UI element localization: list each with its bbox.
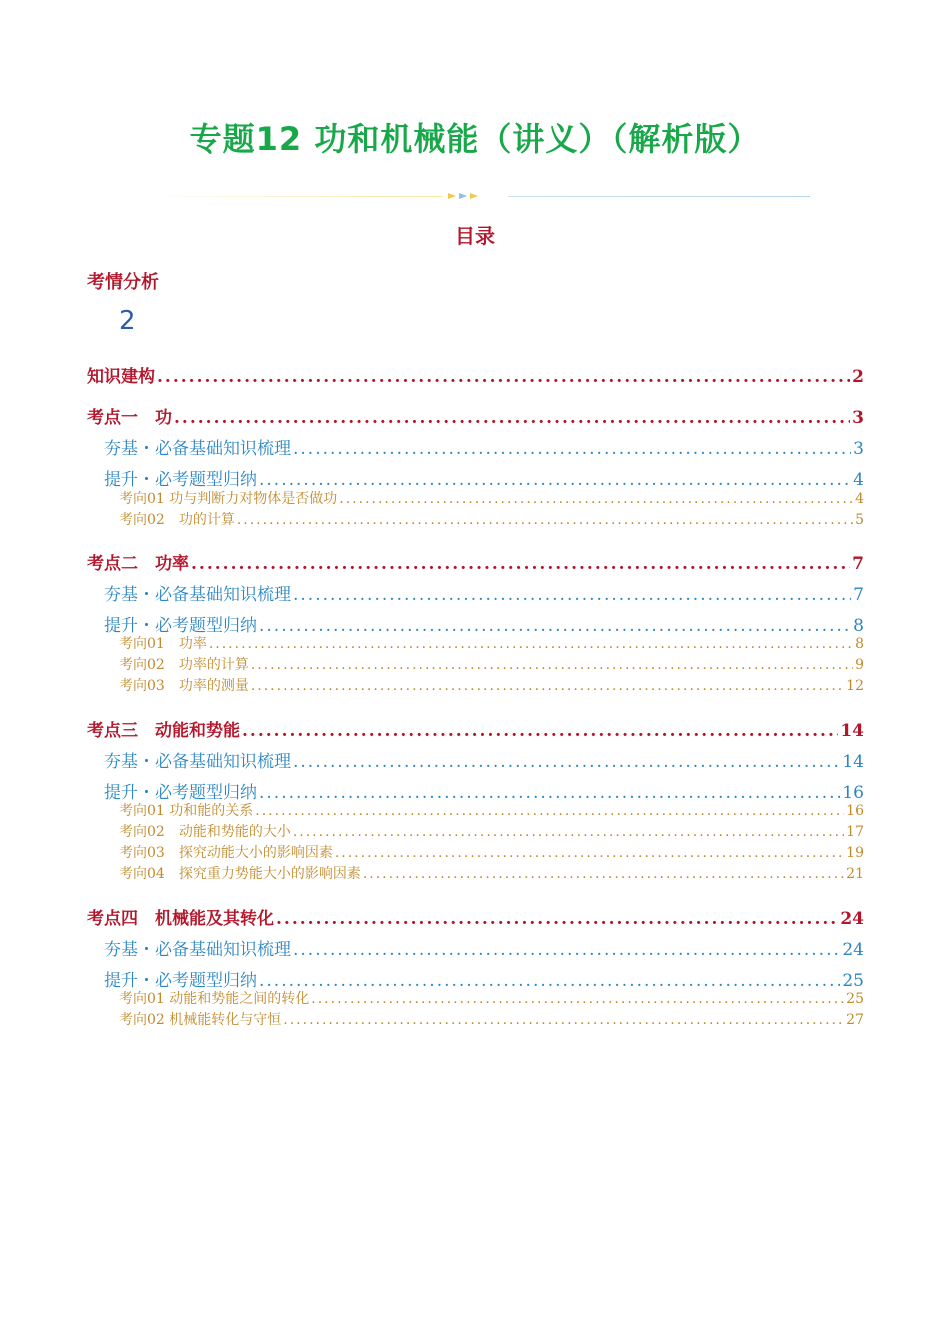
toc-entry-label: 提升・必考题型归纳 <box>104 616 257 636</box>
toc-entry[interactable] <box>119 821 864 841</box>
toc-entry[interactable] <box>87 716 864 741</box>
toc-leader-dots <box>293 752 840 772</box>
toc-leader-dots <box>191 554 850 574</box>
toc-entry-page: 16 <box>842 783 864 803</box>
toc-entry-label: 提升・必考题型归纳 <box>104 783 257 803</box>
toc-entry-page: 14 <box>842 752 864 772</box>
toc-entry-label: 知识建构 <box>87 367 155 387</box>
toc-entry-label: 考向01 功和能的关系 <box>119 803 254 819</box>
toc-entry[interactable] <box>119 842 864 862</box>
toc-entry-label: 考向02 功的计算 <box>119 512 235 528</box>
toc-entry[interactable] <box>119 654 864 674</box>
toc-entry-page: 24 <box>840 909 864 929</box>
toc-leader-dots <box>255 803 844 819</box>
toc-entry-label: 考向01 功与判断力对物体是否做功 <box>119 491 338 507</box>
toc-leader-dots <box>293 439 851 459</box>
toc-leader-dots <box>283 1012 844 1028</box>
toc-entry-label: 夯基・必备基础知识梳理 <box>104 439 291 459</box>
toc-leader-dots <box>237 512 853 528</box>
toc-leader-dots <box>293 824 844 840</box>
toc-leader-dots <box>311 991 844 1007</box>
toc-entry-page: 12 <box>846 678 864 694</box>
toc-entry-label: 考向03 探究动能大小的影响因素 <box>119 845 333 861</box>
toc-leader-dots <box>293 940 840 960</box>
toc-entry-label: 考点二 功率 <box>87 554 189 574</box>
toc-entry[interactable] <box>87 549 864 574</box>
toc-entry-kaoqing[interactable]: 考情分析 <box>87 272 159 293</box>
toc-leader-dots <box>293 585 851 605</box>
toc-leader-dots <box>259 470 851 490</box>
toc-entry[interactable] <box>119 863 864 883</box>
toc-entry-page: 4 <box>853 470 864 490</box>
toc-entry-page: 3 <box>852 408 864 428</box>
toc-entry-label: 考点三 动能和势能 <box>87 721 240 741</box>
toc-leader-dots <box>335 845 844 861</box>
toc-entry-page: 7 <box>852 554 864 574</box>
page-title: 专题12 功和机械能（讲义）（解析版） <box>189 120 761 158</box>
toc-entry-page: 24 <box>842 940 864 960</box>
toc-entry[interactable] <box>104 580 864 605</box>
toc-entry-label: 提升・必考题型归纳 <box>104 971 257 991</box>
toc-entry[interactable] <box>119 488 864 508</box>
toc-entry-kaoqing-page: 2 <box>119 306 136 336</box>
toc-entry-page: 25 <box>846 991 864 1007</box>
toc-entry-page: 19 <box>846 845 864 861</box>
toc-entry-label: 考点四 机械能及其转化 <box>87 909 274 929</box>
toc-entry[interactable] <box>87 362 864 387</box>
toc-entry-page: 5 <box>855 512 864 528</box>
toc-entry[interactable] <box>104 465 864 490</box>
toc-leader-dots <box>157 367 850 387</box>
toc-leader-dots <box>339 491 853 507</box>
toc-entry-page: 17 <box>846 824 864 840</box>
toc-leader-dots <box>209 636 853 652</box>
toc-entry[interactable] <box>119 1009 864 1029</box>
toc-entry-page: 14 <box>840 721 864 741</box>
toc-heading: 目录 <box>455 224 495 248</box>
toc-entry-label: 考向02 动能和势能的大小 <box>119 824 291 840</box>
toc-entry-label: 考向01 动能和势能之间的转化 <box>119 991 310 1007</box>
toc-entry-page: 7 <box>853 585 864 605</box>
toc-leader-dots <box>251 657 853 673</box>
toc-entry-label: 考向04 探究重力势能大小的影响因素 <box>119 866 361 882</box>
toc-entry-page: 21 <box>846 866 864 882</box>
toc-entry[interactable] <box>104 747 864 772</box>
toc-entry[interactable] <box>87 403 864 428</box>
toc-leader-dots <box>251 678 844 694</box>
toc-leader-dots <box>363 866 844 882</box>
title-divider-left <box>138 196 443 197</box>
toc-entry-label: 考向02 功率的计算 <box>119 657 249 673</box>
toc-entry-label: 夯基・必备基础知识梳理 <box>104 940 291 960</box>
toc-entry-page: 8 <box>853 616 864 636</box>
toc-entry-page: 8 <box>855 636 864 652</box>
toc-entry-label: 夯基・必备基础知识梳理 <box>104 585 291 605</box>
toc-entry-page: 27 <box>846 1012 864 1028</box>
toc-entry-label: 考向01 功率 <box>119 636 207 652</box>
toc-leader-dots <box>174 408 850 428</box>
toc-entry[interactable] <box>104 935 864 960</box>
toc-entry-page: 16 <box>846 803 864 819</box>
toc-entry-label: 考向03 功率的测量 <box>119 678 249 694</box>
title-divider-right <box>508 196 810 197</box>
divider-arrows-icon <box>446 188 506 204</box>
toc-entry-label: 提升・必考题型归纳 <box>104 470 257 490</box>
toc-entry[interactable] <box>119 800 864 820</box>
toc-entry-page: 2 <box>852 367 864 387</box>
toc-entry[interactable] <box>119 988 864 1008</box>
toc-entry-page: 3 <box>853 439 864 459</box>
toc-entry-page: 9 <box>855 657 864 673</box>
toc-leader-dots <box>276 909 838 929</box>
toc-entry-page: 4 <box>855 491 864 507</box>
toc-entry[interactable] <box>119 509 864 529</box>
toc-entry-label: 考点一 功 <box>87 408 172 428</box>
toc-entry[interactable] <box>119 675 864 695</box>
toc-entry[interactable] <box>104 434 864 459</box>
toc-entry-label: 夯基・必备基础知识梳理 <box>104 752 291 772</box>
toc-entry[interactable] <box>119 633 864 653</box>
toc-leader-dots <box>242 721 838 741</box>
toc-entry-label: 考向02 机械能转化与守恒 <box>119 1012 282 1028</box>
toc-entry[interactable] <box>87 904 864 929</box>
toc-entry-page: 25 <box>842 971 864 991</box>
